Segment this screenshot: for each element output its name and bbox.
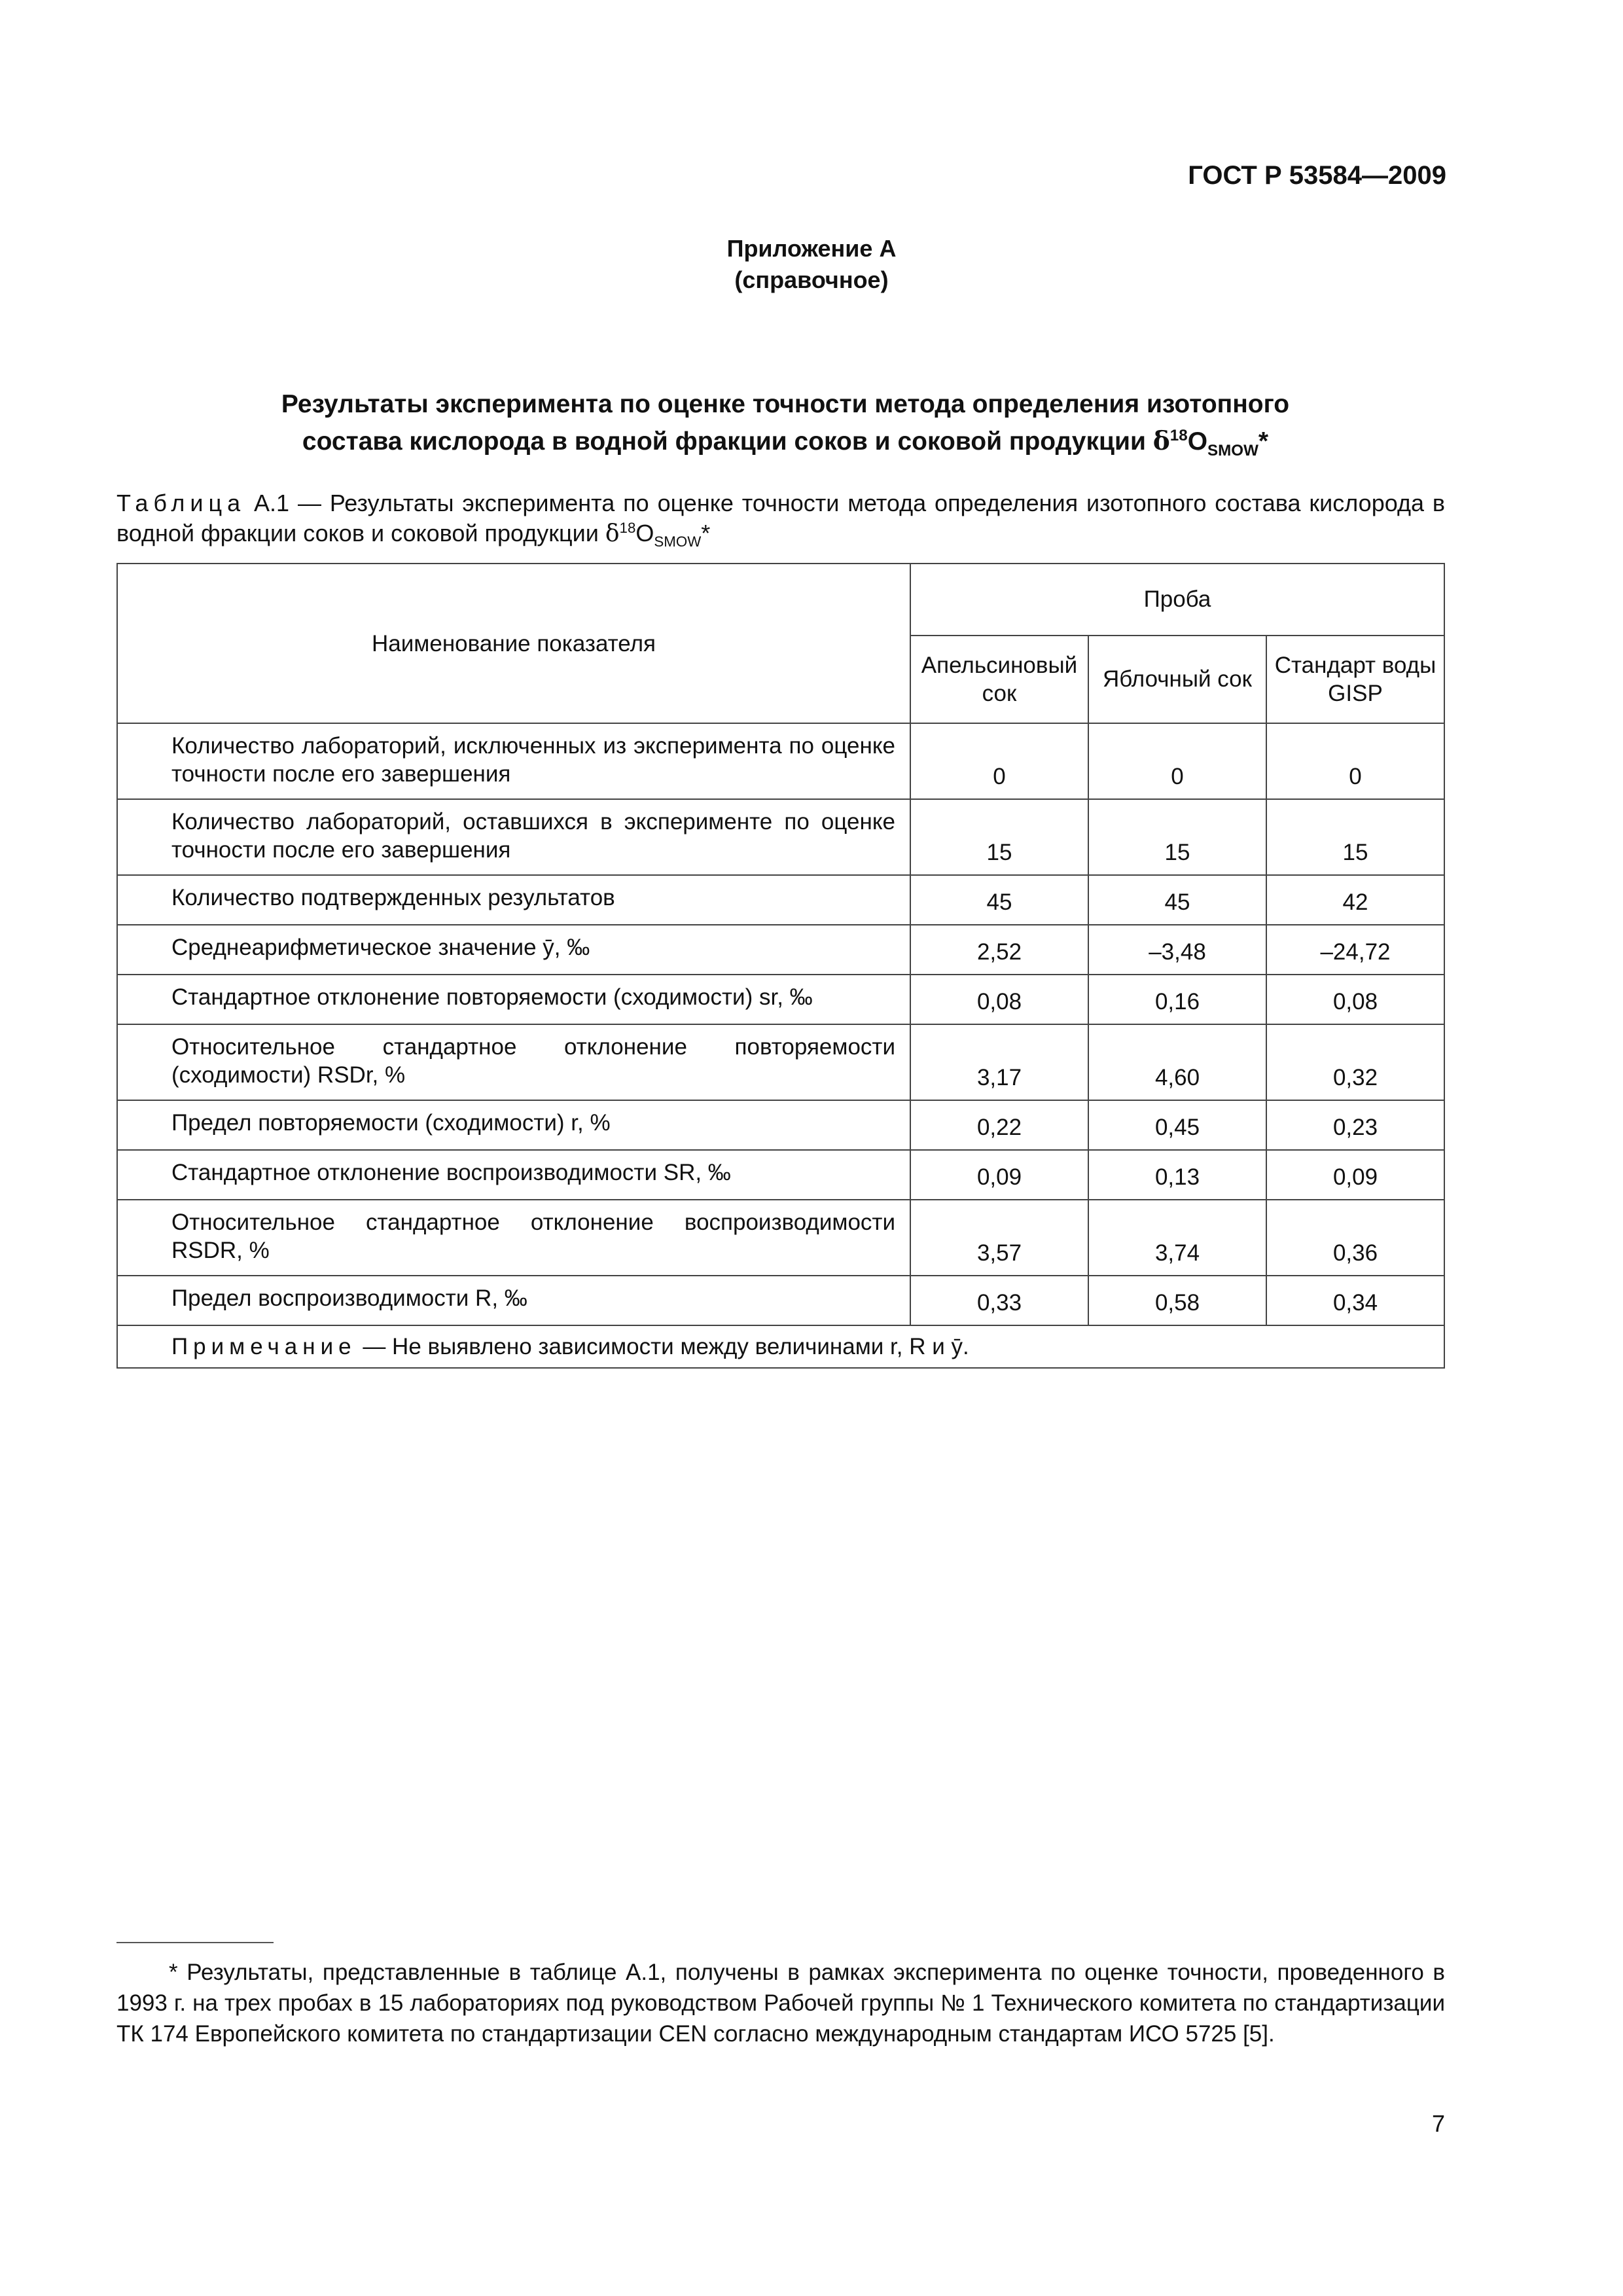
note-text: — Не выявлено зависимости между величинами r, R и ȳ. — [356, 1334, 969, 1359]
table-cell: 0,33 — [910, 1276, 1088, 1325]
document-code: ГОСТ Р 53584—2009 — [1188, 161, 1446, 190]
column-header-indicator: Наименование показателя — [117, 564, 910, 723]
table-cell: 0,45 — [1088, 1100, 1266, 1150]
title-line-2: состава кислорода в водной фракции соков и соковой продукции $\delta^{18}O_{SMOW}*$ — [302, 426, 1269, 459]
table-cell: 0,58 — [1088, 1276, 1266, 1325]
table-cell: 15 — [1266, 799, 1444, 875]
appendix-title — [131, 386, 1440, 460]
table-row — [117, 1276, 1444, 1325]
table-cell: 0,32 — [1266, 1024, 1444, 1100]
table-row — [117, 1200, 1444, 1276]
page-number: 7 — [1431, 2110, 1445, 2137]
caption-text: А.1 — Результаты эксперимента по оценке точности метода определения изотопного состава кислорода в водной фракции соков и соковой продукции — [116, 490, 1445, 547]
row-label: Стандартное отклонение воспроизводимости SR, ‰ — [117, 1150, 910, 1200]
appendix-label: Приложение А — [726, 235, 897, 262]
table-cell: 0,23 — [1266, 1100, 1444, 1150]
table-cell: 4,60 — [1088, 1024, 1266, 1100]
footnote-separator — [116, 1942, 274, 1943]
table-row — [117, 1024, 1444, 1100]
table-cell: 3,17 — [910, 1024, 1088, 1100]
row-label: Количество лабораторий, оставшихся в эксперименте по оценке точности после его завершения — [117, 799, 910, 875]
column-header-orange-juice: Апельсиновый сок — [910, 636, 1088, 723]
table-note — [117, 1325, 1444, 1368]
table-header-row — [117, 564, 1444, 636]
table-cell: –3,48 — [1088, 925, 1266, 975]
footnote: * Результаты, представленные в таблице А.1, получены в рамках эксперимента по оценке точности, проведенного в 1993 г. на трех пробах в 15 лабораториях под руководством Рабочей группы № 1 Технического комитета по стандартизации ТК 174 Европейского комитета по стандартизации CEN согласно международным стандартам ИСО 5725 [5]. — [116, 1960, 1445, 2047]
table-cell: 15 — [910, 799, 1088, 875]
table-cell: 42 — [1266, 875, 1444, 925]
table-cell: 45 — [1088, 875, 1266, 925]
table-cell: 0,08 — [1266, 975, 1444, 1024]
table-cell: 0,22 — [910, 1100, 1088, 1150]
table-cell: 0,36 — [1266, 1200, 1444, 1276]
table-cell: 0 — [1266, 723, 1444, 799]
table-cell: 3,74 — [1088, 1200, 1266, 1276]
row-label: Стандартное отклонение повторяемости (сходимости) sr, ‰ — [117, 975, 910, 1024]
table-caption: Таблица А.1 — Результаты эксперимента по оценке точности метода определения изотопного состава кислорода в водной фракции соков и соковой продукции $\delta^{18}O_{SMOW}*$ — [116, 490, 1445, 550]
appendix-status: (справочное) — [734, 266, 889, 293]
table-row — [117, 1150, 1444, 1200]
table-row — [117, 723, 1444, 799]
delta-symbol: δ — [1152, 426, 1170, 456]
table-cell: 15 — [1088, 799, 1266, 875]
column-header-gisp-standard: Стандарт воды GISP — [1266, 636, 1444, 723]
row-label: Количество лабораторий, исключенных из эксперимента по оценке точности после его завершения — [117, 723, 910, 799]
table-row — [117, 975, 1444, 1024]
title-line-1: Результаты эксперимента по оценке точности метода определения изотопного — [281, 390, 1290, 418]
row-label: Предел воспроизводимости R, ‰ — [117, 1276, 910, 1325]
table-cell: 0,09 — [910, 1150, 1088, 1200]
appendix-heading — [0, 233, 1623, 296]
table-row — [117, 1100, 1444, 1150]
delta-symbol: δ — [605, 520, 620, 547]
table-cell: 0,09 — [1266, 1150, 1444, 1200]
note-label: Примечание — [171, 1334, 357, 1359]
table-cell: 0,08 — [910, 975, 1088, 1024]
table-cell: –24,72 — [1266, 925, 1444, 975]
table-row — [117, 875, 1444, 925]
results-table — [116, 563, 1445, 1369]
row-label: Предел повторяемости (сходимости) r, % — [117, 1100, 910, 1150]
row-label: Среднеарифметическое значение ȳ, ‰ — [117, 925, 910, 975]
table-cell: 3,57 — [910, 1200, 1088, 1276]
table-cell: 0,16 — [1088, 975, 1266, 1024]
table-row — [117, 799, 1444, 875]
table-cell: 0 — [910, 723, 1088, 799]
table-cell: 45 — [910, 875, 1088, 925]
column-header-sample: Проба — [910, 564, 1444, 636]
table-row — [117, 925, 1444, 975]
caption-label: Таблица — [116, 490, 246, 516]
table-cell: 2,52 — [910, 925, 1088, 975]
table-cell: 0,13 — [1088, 1150, 1266, 1200]
table-cell: 0 — [1088, 723, 1266, 799]
table-cell: 0,34 — [1266, 1276, 1444, 1325]
row-label: Относительное стандартное отклонение повторяемости (сходимости) RSDr, % — [117, 1024, 910, 1100]
row-label: Относительное стандартное отклонение воспроизводимости RSDR, % — [117, 1200, 910, 1276]
row-label: Количество подтвержденных результатов — [117, 875, 910, 925]
table-note-row — [117, 1325, 1444, 1368]
column-header-apple-juice: Яблочный сок — [1088, 636, 1266, 723]
